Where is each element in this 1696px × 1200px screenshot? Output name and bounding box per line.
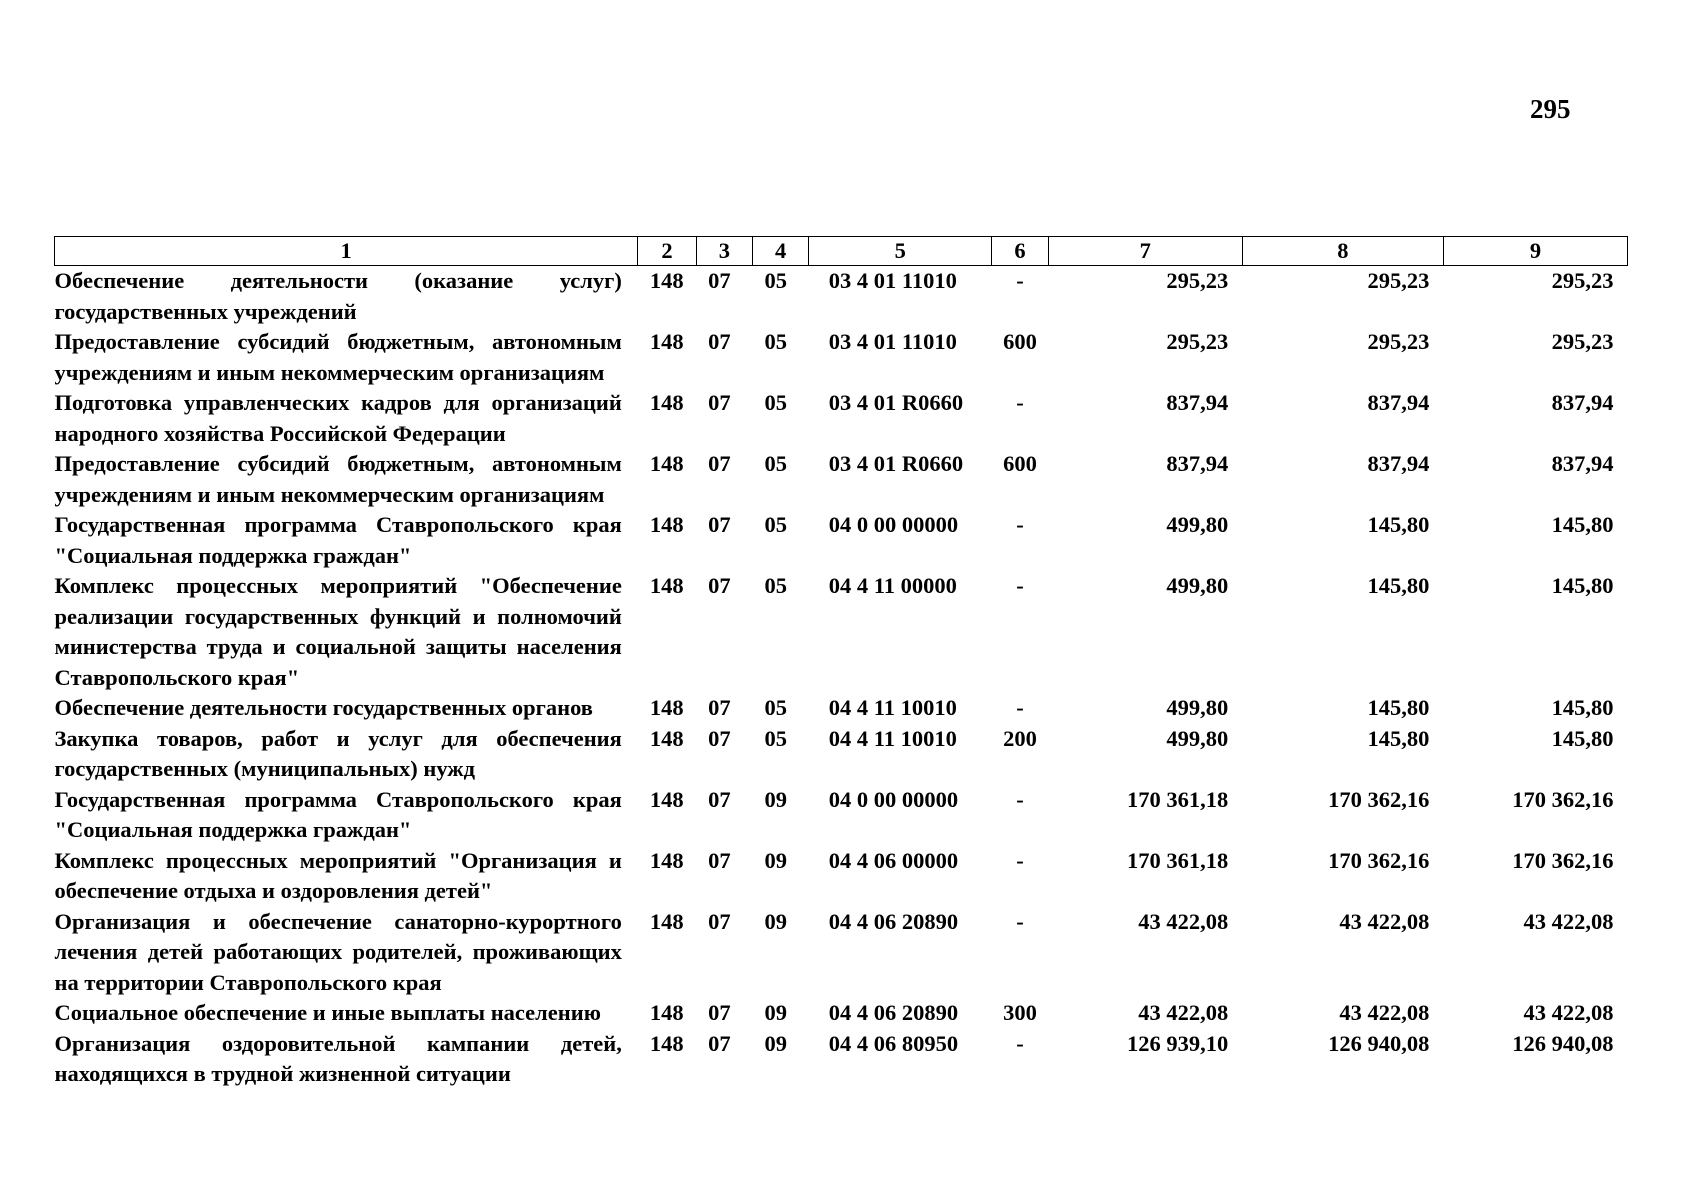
target-article-code: 04 4 06 80950 (828, 1030, 959, 1056)
item-name: Комплекс процессных мероприятий "Организация и обеспечение отдыха и оздоровления детей" (54, 847, 622, 903)
amount-year-1: 170 361,18 (1127, 847, 1229, 873)
subsection-code: 09 (764, 786, 787, 812)
section-code: 07 (708, 573, 731, 598)
table-row (55, 907, 1628, 999)
section-code: 07 (708, 329, 731, 354)
amount-year-2: 295,23 (1367, 329, 1430, 354)
table-row (55, 266, 1628, 328)
amount-year-3: 145,80 (1551, 725, 1614, 751)
section-code: 07 (708, 908, 731, 934)
expense-type-code: 300 (1003, 1000, 1037, 1025)
table-row (55, 785, 1628, 846)
amount-year-1: 43 422,08 (1138, 908, 1229, 934)
page-number: 295 (1530, 94, 1571, 124)
table-body (55, 266, 1628, 1090)
amount-year-1: 499,80 (1166, 725, 1229, 751)
target-article-code: 03 4 01 11010 (828, 329, 957, 354)
item-name: Организация и обеспечение санаторно-курортного лечения детей работающих родителей, проживающих на территории Ставропольского края (54, 908, 622, 995)
amount-year-3: 145,80 (1551, 512, 1614, 537)
section-code: 07 (708, 786, 731, 812)
ministry-code: 148 (649, 573, 684, 598)
ministry-code: 148 (649, 512, 684, 537)
expense-type-code: - (1016, 390, 1024, 415)
column-header-1: 1 (55, 237, 638, 266)
target-article-code: 04 4 11 10010 (828, 695, 957, 720)
amount-year-2: 837,94 (1367, 451, 1430, 476)
amount-year-1: 499,80 (1166, 512, 1229, 537)
column-header-5: 5 (809, 237, 992, 266)
target-article-code: 04 4 11 10010 (828, 725, 957, 751)
section-code: 07 (708, 1000, 731, 1025)
column-header-9: 9 (1443, 237, 1627, 266)
amount-year-1: 837,94 (1166, 451, 1229, 476)
ministry-code: 148 (649, 1030, 684, 1056)
table-row (55, 510, 1628, 571)
column-header-7: 7 (1048, 237, 1242, 266)
table-header (55, 237, 1628, 266)
amount-year-2: 837,94 (1367, 390, 1430, 415)
expense-type-code: 600 (1003, 451, 1037, 476)
amount-year-2: 145,80 (1367, 512, 1430, 537)
ministry-code: 148 (649, 695, 684, 720)
column-header-3: 3 (696, 237, 752, 266)
ministry-code: 148 (649, 908, 684, 934)
section-code: 07 (708, 268, 731, 293)
amount-year-2: 145,80 (1367, 695, 1430, 720)
item-name: Организация оздоровительной кампании детей, находящихся в трудной жизненной ситуации (54, 1030, 622, 1086)
expense-type-code: - (1016, 512, 1024, 537)
amount-year-1: 499,80 (1166, 695, 1229, 720)
subsection-code: 05 (764, 512, 787, 537)
section-code: 07 (708, 847, 731, 873)
expense-type-code: - (1016, 573, 1024, 598)
target-article-code: 04 4 11 00000 (828, 573, 957, 598)
amount-year-2: 145,80 (1367, 725, 1430, 751)
header-row (55, 237, 1628, 266)
table-row (55, 693, 1628, 724)
amount-year-1: 499,80 (1166, 573, 1229, 598)
budget-table (54, 236, 1628, 1090)
target-article-code: 03 4 01 R0660 (828, 390, 964, 415)
ministry-code: 148 (649, 1000, 684, 1025)
amount-year-2: 295,23 (1367, 268, 1430, 293)
column-header-6: 6 (992, 237, 1048, 266)
table-row (55, 846, 1628, 907)
table-row (55, 1029, 1628, 1090)
amount-year-1: 295,23 (1166, 329, 1229, 354)
target-article-code: 04 4 06 20890 (828, 1000, 959, 1025)
expense-type-code: - (1016, 268, 1024, 293)
subsection-code: 05 (764, 390, 787, 415)
ministry-code: 148 (649, 725, 684, 751)
expense-type-code: 600 (1003, 329, 1037, 354)
target-article-code: 04 0 00 00000 (828, 786, 959, 812)
subsection-code: 09 (764, 1030, 787, 1056)
target-article-code: 04 4 06 00000 (828, 847, 959, 873)
amount-year-3: 145,80 (1551, 573, 1614, 598)
item-name: Государственная программа Ставропольского края "Социальная поддержка граждан" (54, 512, 622, 568)
subsection-code: 05 (764, 725, 787, 751)
amount-year-3: 295,23 (1551, 268, 1614, 293)
subsection-code: 09 (764, 908, 787, 934)
amount-year-3: 295,23 (1551, 329, 1614, 354)
section-code: 07 (708, 390, 731, 415)
amount-year-2: 170 362,16 (1328, 786, 1430, 812)
amount-year-3: 126 940,08 (1512, 1030, 1614, 1056)
subsection-code: 05 (764, 573, 787, 598)
expense-type-code: - (1016, 695, 1024, 720)
amount-year-2: 126 940,08 (1328, 1030, 1430, 1056)
amount-year-3: 145,80 (1551, 695, 1614, 720)
ministry-code: 148 (649, 329, 684, 354)
expense-type-code: - (1016, 847, 1024, 873)
amount-year-3: 170 362,16 (1512, 847, 1614, 873)
section-code: 07 (708, 725, 731, 751)
target-article-code: 04 4 06 20890 (828, 908, 959, 934)
amount-year-1: 837,94 (1166, 390, 1229, 415)
ministry-code: 148 (649, 847, 684, 873)
amount-year-2: 43 422,08 (1339, 1000, 1430, 1025)
expense-type-code: - (1016, 908, 1024, 934)
item-name: Обеспечение деятельности государственных органов (54, 695, 593, 720)
amount-year-2: 43 422,08 (1339, 908, 1430, 934)
target-article-code: 03 4 01 11010 (828, 268, 957, 293)
table-row (55, 998, 1628, 1029)
table-row (55, 571, 1628, 693)
item-name: Государственная программа Ставропольского края "Социальная поддержка граждан" (54, 786, 622, 842)
item-name: Обеспечение деятельности (оказание услуг) государственных учреждений (54, 268, 622, 324)
section-code: 07 (708, 695, 731, 720)
table-row (55, 327, 1628, 388)
amount-year-2: 145,80 (1367, 573, 1430, 598)
table-row (55, 388, 1628, 449)
ministry-code: 148 (649, 451, 684, 476)
expense-type-code: 200 (1003, 725, 1037, 751)
amount-year-3: 837,94 (1551, 390, 1614, 415)
expense-type-code: - (1016, 1030, 1024, 1056)
amount-year-1: 126 939,10 (1127, 1030, 1229, 1056)
amount-year-3: 170 362,16 (1512, 786, 1614, 812)
amount-year-3: 43 422,08 (1523, 1000, 1614, 1025)
section-code: 07 (708, 451, 731, 476)
section-code: 07 (708, 512, 731, 537)
expense-type-code: - (1016, 786, 1024, 812)
amount-year-2: 170 362,16 (1328, 847, 1430, 873)
subsection-code: 05 (764, 329, 787, 354)
amount-year-3: 43 422,08 (1523, 908, 1614, 934)
item-name: Закупка товаров, работ и услуг для обеспечения государственных (муниципальных) нужд (54, 725, 622, 781)
target-article-code: 03 4 01 R0660 (828, 451, 964, 476)
subsection-code: 09 (764, 1000, 787, 1025)
amount-year-1: 295,23 (1166, 268, 1229, 293)
table-row (55, 449, 1628, 510)
subsection-code: 09 (764, 847, 787, 873)
item-name: Комплекс процессных мероприятий "Обеспечение реализации государственных функций и полномочий министерства труда и социальной защиты населения Ставропольского края" (54, 573, 622, 690)
item-name: Предоставление субсидий бюджетным, автономным учреждениям и иным некоммерческим организациям (54, 329, 622, 385)
item-name: Предоставление субсидий бюджетным, автономным учреждениям и иным некоммерческим организациям (54, 451, 622, 507)
ministry-code: 148 (649, 268, 684, 293)
target-article-code: 04 0 00 00000 (828, 512, 959, 537)
subsection-code: 05 (764, 451, 787, 476)
item-name: Подготовка управленческих кадров для организаций народного хозяйства Российской Федерации (54, 390, 622, 446)
subsection-code: 05 (764, 695, 787, 720)
column-header-2: 2 (638, 237, 696, 266)
item-name: Социальное обеспечение и иные выплаты населению (54, 1000, 601, 1025)
amount-year-1: 43 422,08 (1138, 1000, 1229, 1025)
ministry-code: 148 (649, 786, 684, 812)
column-header-8: 8 (1242, 237, 1443, 266)
ministry-code: 148 (649, 390, 684, 415)
amount-year-3: 837,94 (1551, 451, 1614, 476)
section-code: 07 (708, 1030, 731, 1056)
amount-year-1: 170 361,18 (1127, 786, 1229, 812)
column-header-4: 4 (752, 237, 808, 266)
table-row (55, 724, 1628, 785)
subsection-code: 05 (764, 268, 787, 293)
